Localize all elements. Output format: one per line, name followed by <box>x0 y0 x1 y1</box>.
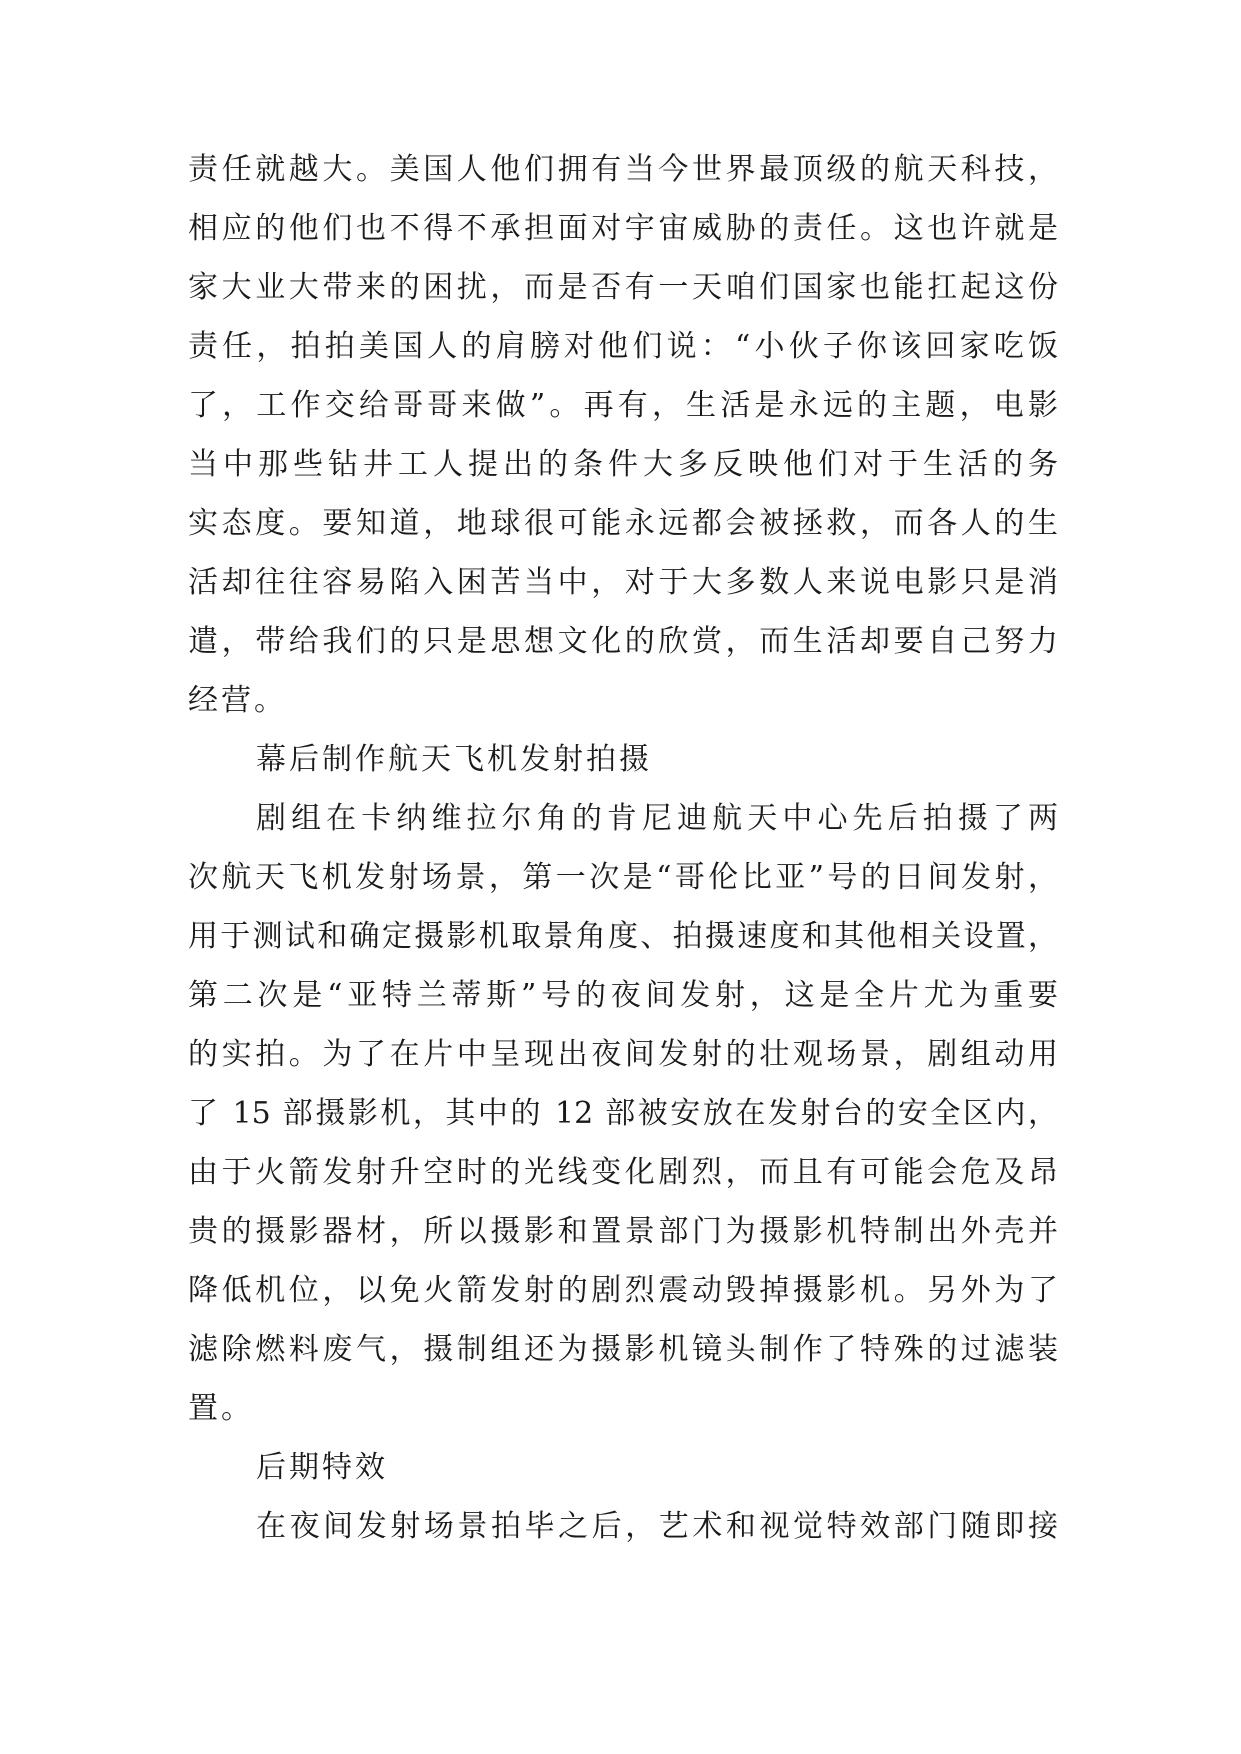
paragraph-1-line-4: 责任，拍拍美国人的肩膀对他们说：“小伙子你该回家吃饭 <box>188 329 1058 364</box>
paragraph-1-line-10: 经营。 <box>188 683 287 718</box>
paragraph-2-line-7: 由于火箭发射升空时的光线变化剧烈，而且有可能会危及昂 <box>188 1155 1058 1190</box>
paragraph-1-line-2: 相应的他们也不得不承担面对宇宙威胁的责任。这也许就是 <box>188 211 1058 246</box>
paragraph-2-line-6: 了 15 部摄影机，其中的 12 部被安放在发射台的安全区内， <box>188 1096 1058 1131</box>
paragraph-2-line-2: 次航天飞机发射场景，第一次是“哥伦比亚”号的日间发射， <box>188 860 1058 895</box>
paragraph-1-line-7: 实态度。要知道，地球很可能永远都会被拯救，而各人的生 <box>188 506 1058 541</box>
paragraph-1-line-5: 了，工作交给哥哥来做”。再有，生活是永远的主题，电影 <box>188 388 1058 423</box>
paragraph-2-line-11: 置。 <box>188 1391 254 1426</box>
paragraph-3-line-1: 在夜间发射场景拍毕之后，艺术和视觉特效部门随即接 <box>256 1509 1058 1544</box>
paragraph-2-line-3: 用于测试和确定摄影机取景角度、拍摄速度和其他相关设置， <box>188 919 1058 954</box>
paragraph-2-line-9: 降低机位，以免火箭发射的剧烈震动毁掉摄影机。另外为了 <box>188 1273 1058 1308</box>
paragraph-2-line-4: 第二次是“亚特兰蒂斯”号的夜间发射，这是全片尤为重要 <box>188 978 1058 1013</box>
paragraph-1-line-8: 活却往往容易陷入困苦当中，对于大多数人来说电影只是消 <box>188 565 1058 600</box>
paragraph-1-line-9: 遣，带给我们的只是思想文化的欣赏，而生活却要自己努力 <box>188 624 1058 659</box>
paragraph-2-line-8: 贵的摄影器材，所以摄影和置景部门为摄影机特制出外壳并 <box>188 1214 1058 1249</box>
paragraph-1-line-3: 家大业大带来的困扰，而是否有一天咱们国家也能扛起这份 <box>188 270 1058 305</box>
paragraph-2-line-1: 剧组在卡纳维拉尔角的肯尼迪航天中心先后拍摄了两 <box>256 801 1058 836</box>
section-heading-post-effects: 后期特效 <box>256 1450 388 1485</box>
paragraph-2-line-5: 的实拍。为了在片中呈现出夜间发射的壮观场景，剧组动用 <box>188 1037 1058 1072</box>
section-heading-launch-filming: 幕后制作航天飞机发射拍摄 <box>256 742 652 777</box>
paragraph-1-line-6: 当中那些钻井工人提出的条件大多反映他们对于生活的务 <box>188 447 1058 482</box>
paragraph-1-line-1: 责任就越大。美国人他们拥有当今世界最顶级的航天科技， <box>188 152 1058 187</box>
paragraph-2-line-10: 滤除燃料废气，摄制组还为摄影机镜头制作了特殊的过滤装 <box>188 1332 1058 1367</box>
